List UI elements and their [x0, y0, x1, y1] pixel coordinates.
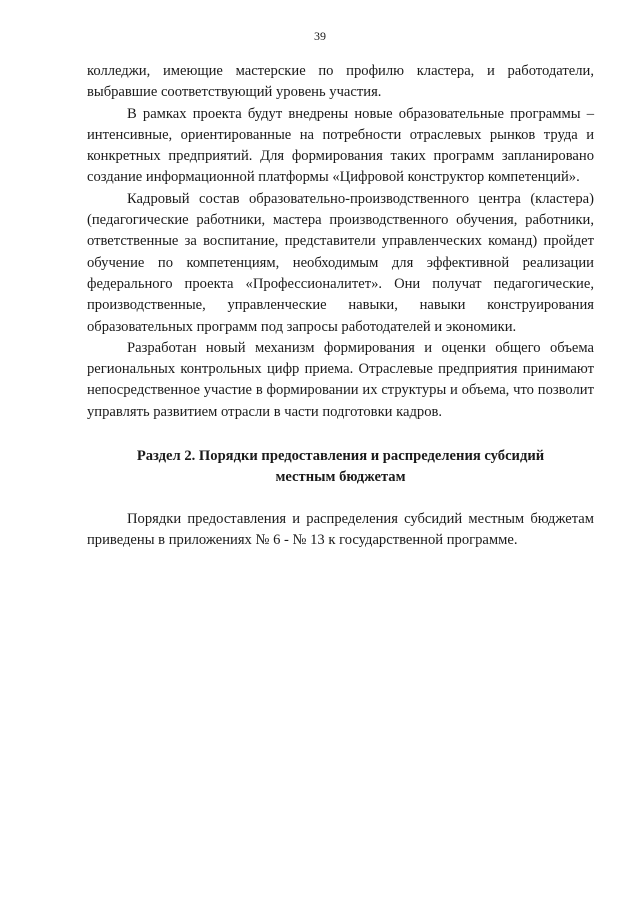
paragraph-subsidies: Порядки предоставления и распределения субсидий местным бюджетам приведены в приложениях № 6 - № 13 к государственной программе.	[87, 511, 594, 549]
section-heading-line-1: Раздел 2. Порядки предоставления и распределения субсидий	[136, 448, 545, 465]
paragraph-continuation: колледжи, имеющие мастерские по профилю кластера, и работодатели, выбравшие соответствующий уровень участия.	[87, 63, 594, 101]
section-heading	[87, 446, 594, 488]
page-number: 39	[314, 29, 326, 43]
paragraph-staff: Кадровый состав образовательно-производственного центра (кластера) (педагогические работники, мастера производственного обучения, работники, ответственные за воспитание, представители управленческих команд) пройдет обучение по компетенциям, необходимым для эффективной реализации федерального проекта «Профессионалитет». Они получат педагогические, производственные, управленческие навыки, навыки конструирования образовательных программ под запросы работодателей и экономики.	[87, 190, 594, 335]
document-body	[87, 61, 594, 552]
paragraph-programs: В рамках проекта будут внедрены новые образовательные программы – интенсивные, ориентированные на потребности отраслевых рынков труда и конкретных предприятий. Для формирования таких программ запланировано создание информационной платформы «Цифровой конструктор компетенций».	[87, 105, 594, 186]
section-heading-line-2: местным бюджетам	[275, 469, 406, 486]
paragraph-mechanism: Разработан новый механизм формирования и оценки общего объема региональных контрольных цифр приема. Отраслевые предприятия принимают непосредственное участие в формировании их структуры и объема, что позволит управлять развитием отрасли в части подготовки кадров.	[87, 339, 594, 420]
